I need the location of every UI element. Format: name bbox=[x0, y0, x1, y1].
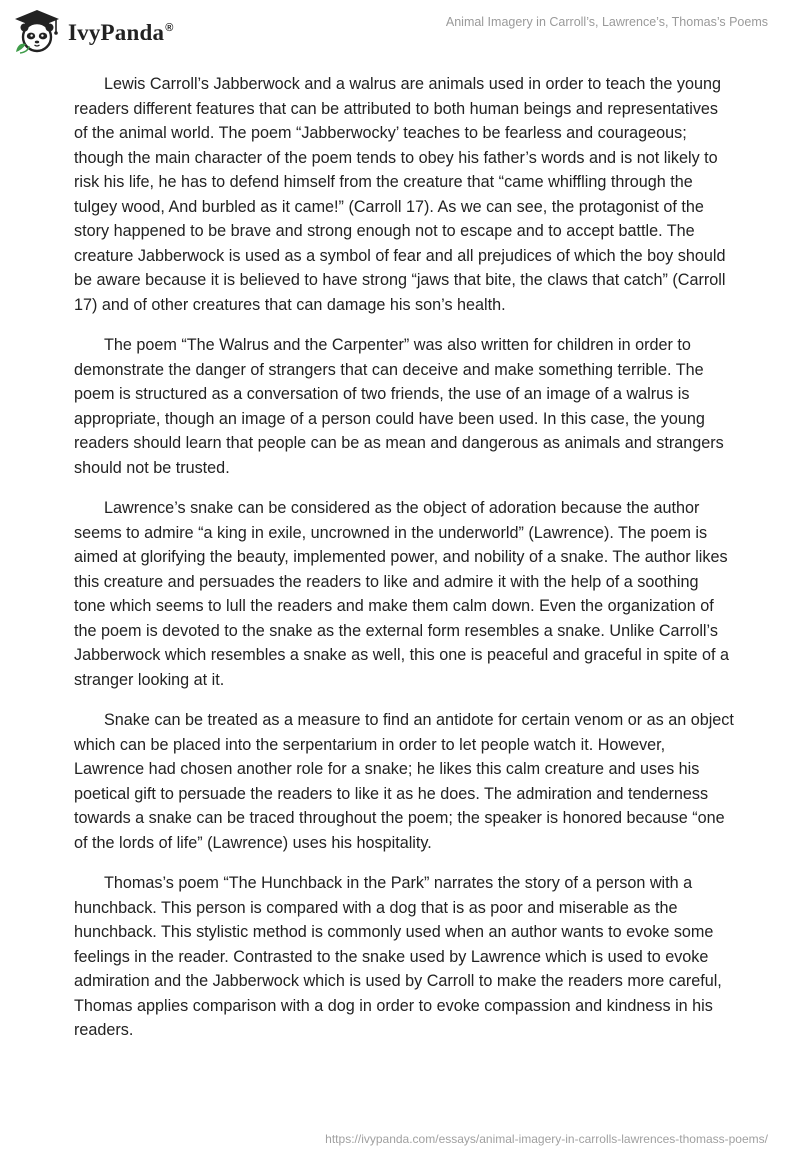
brand-name: IvyPanda® bbox=[68, 20, 174, 45]
document-title: Animal Imagery in Carroll’s, Lawrence’s, Thomas’s Poems bbox=[445, 15, 768, 29]
panda-graduate-logo-icon bbox=[12, 8, 62, 54]
paragraph-1: Lewis Carroll’s Jabberwock and a walrus are animals used in order to teach the young readers different features that can be attributed to both human beings and representatives of the animal world. The poem “Jabberwocky’ teaches to be fearless and courageous; though the main character of the poem tends to obey his father’s words and is not likely to risk his life, he has to defend himself from the creature that “came whiffling through the tulgey wood, And burbled as it came!” (Carroll 17). As we can see, the protagonist of the story happened to be brave and strong enough not to escape and to accept battle. The creature Jabberwock is used as a symbol of fear and all prejudices of which the boy should be aware because it is believed to have strong “jaws that bite, the claws that catch” (Carroll 17) and of other creatures that can damage his son’s health. bbox=[74, 75, 726, 314]
paragraph-2: The poem “The Walrus and the Carpenter” was also written for children in order to demonstrate the danger of strangers that can deceive and make something terrible. The poem is structured as a conversation of two friends, the use of an image of a walrus is appropriate, though an image of a person could have been used. In this case, the young readers should learn that people can be as mean and dangerous as animals and strangers should not be trusted. bbox=[74, 336, 724, 477]
page-header bbox=[0, 0, 800, 60]
ivypanda-logo[interactable] bbox=[12, 8, 174, 54]
source-url[interactable]: https://ivypanda.com/essays/animal-imagery-in-carrolls-lawrences-thomass-poems/ bbox=[325, 1132, 768, 1146]
essay-body bbox=[74, 72, 734, 1059]
paragraph-5: Thomas’s poem “The Hunchback in the Park” narrates the story of a person with a hunchback. This person is compared with a dog that is as poor and miserable as the hunchback. This stylistic method is commonly used when an author wants to evoke some feelings in the reader. Contrasted to the snake used by Lawrence which is used to evoke admiration and the Jabberwock which is used by Carroll to make the readers more careful, Thomas applies comparison with a dog in order to evoke compassion and kindness in his readers. bbox=[74, 874, 722, 1039]
paragraph-3: Lawrence’s snake can be considered as the object of adoration because the author seems to admire “a king in exile, uncrowned in the underworld” (Lawrence). The poem is aimed at glorifying the beauty, implemented power, and nobility of a snake. The author likes this creature and persuades the readers to like and admire it with the help of a soothing tone which seems to lull the readers and make them calm down. Even the organization of the poem is devoted to the snake as the external form resembles a snake. Unlike Carroll’s Jabberwock which resembles a snake as well, this one is peaceful and graceful in spite of a stranger looking at it. bbox=[74, 499, 730, 689]
paragraph-4: Snake can be treated as a measure to find an antidote for certain venom or as an object which can be placed into the serpentarium in order to let people watch it. However, Lawrence had chosen another role for a snake; he likes this calm creature and uses his poetical gift to persuade the readers to like it as he does. The admiration and tenderness towards a snake can be traced throughout the poem; the speaker is honored because “one of the lords of life” (Lawrence) uses his hospitality. bbox=[74, 711, 734, 852]
registered-mark: ® bbox=[165, 22, 174, 35]
